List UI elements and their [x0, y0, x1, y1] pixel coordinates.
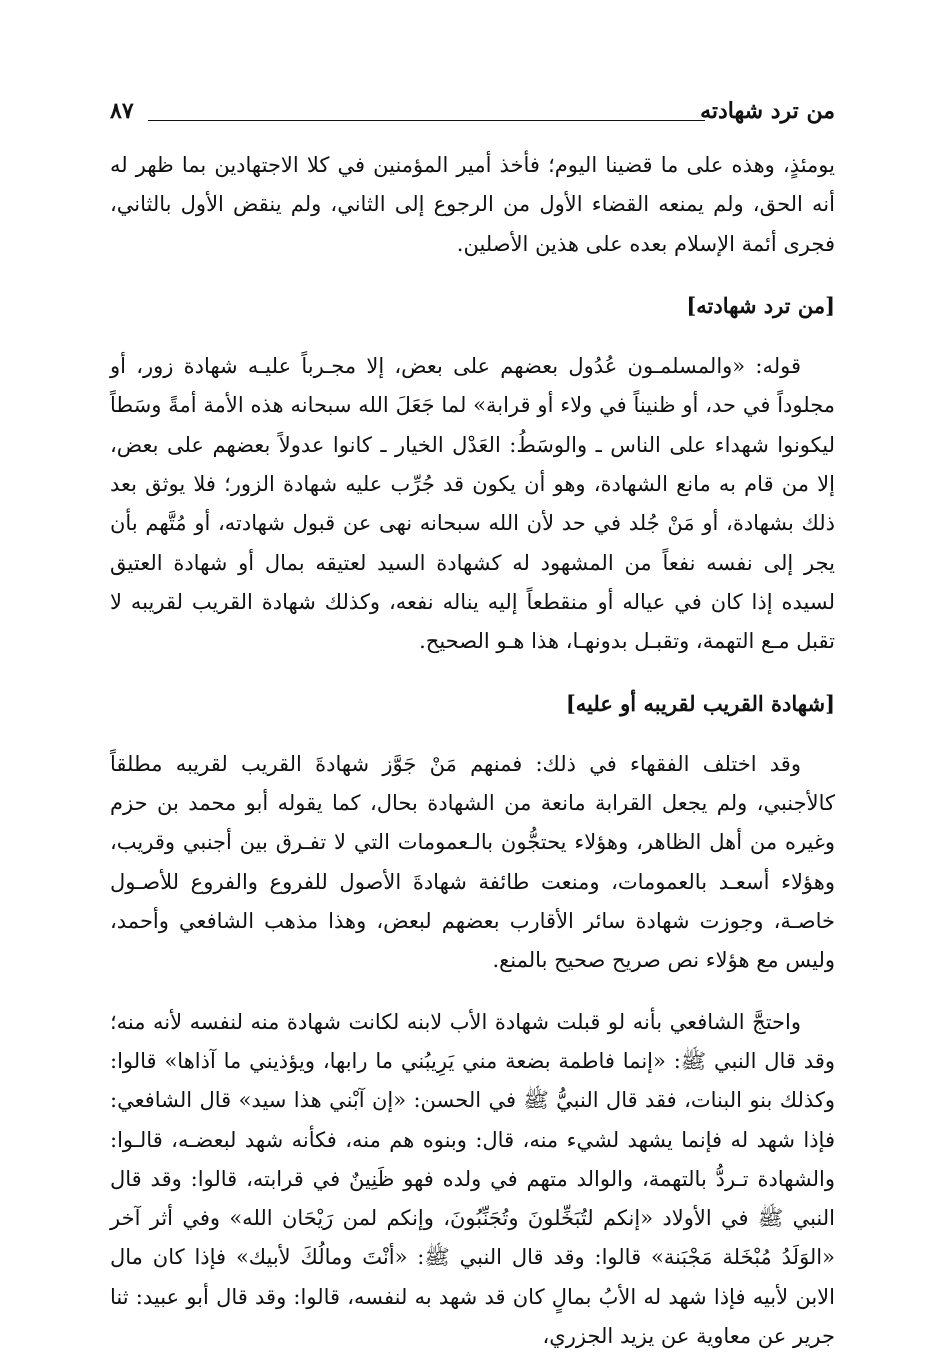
spacer [110, 662, 835, 684]
spacer [110, 264, 835, 286]
header-rule [148, 120, 705, 121]
section-heading-rejected-testimony: [من ترد شهادته] [686, 292, 835, 318]
section-heading-relative-testimony: [شهادة القريب لقريبه أو عليه] [565, 690, 835, 716]
spacer [110, 325, 835, 347]
page-number: ٨٧ [110, 98, 134, 124]
paragraph-jurists-disagreement: وقد اختلف الفقهاء في ذلك: فمنهم مَنْ جَوَّز شهادةَ القريب لقريبه مطلقاً كالأجنبي، ولم يجعل القرابة مانعة من الشهادة بحال، كما يقوله أبو محمد بن حزم وغيره من أهل الظاهر، وهؤلاء يحتجُّون بالـعمومات التي لا تفـرق بين أجنبي وقريب، وهؤلاء أسعـد بالعمومات، ومنعت طائفة شهادةَ الأصول للفروع والفروع للأصـول خاصـة، وجوزت شهادة سائر الأقارب بعضهم لبعض، وهذا مذهب الشافعي وأحمد، وليس مع هؤلاء نص صريح صحيح بالمنع. [110, 751, 835, 973]
spacer [110, 723, 835, 745]
paragraph-shafii-argument: واحتجَّ الشافعي بأنه لو قبلت شهادة الأب لابنه لكانت شهادة منه لنفسه لأنه منه؛ وقد قال النبي ﷺ: «إنما فاطمة بضعة مني يَرِيبُني ما رابها، ويؤذيني ما آذاها» قالوا: وكذلك بنو البنات، فقد قال النبيُّ ﷺ في الحسن: «إن آبْني هذا سيد» قال الشافعي: فإذا شهد له فإنما يشهد لشيء منه، قال: وبنوه هم منه، فكأنه شهد لبعضـه، قالـوا: والشهادة تـردُّ بالتهمة، والوالد متهم في ولده فهو ظَنِينٌ في قرابته، قالوا: وقد قال النبي ﷺ في الأولاد «إنكم لتُبَخِّلونَ وتُجَنِّبُونَ، وإنكم لمن رَيْحَان الله» وفي أثر آخر «الوَلَدُ مُبْخَلة مَجْبَنة» قالوا: وقد قال النبي ﷺ: «أنْتَ ومالُكَ لأبيك» فإذا كان مال الابن لأبيه فإذا شهد له الأبُ بمالٍ كان قد شهد به لنفسه، قالوا: وقد قال أبو عبيد: ثنا جرير عن معاوية عن يزيد الجزري، [110, 1009, 835, 1349]
running-title: من ترد شهادته [700, 98, 835, 124]
page-body [110, 146, 835, 1356]
paragraph-continued: يومئذٍ، وهذه على ما قضينا اليوم؛ فأخذ أمير المؤمنين في كلا الاجتهادين بما ظهر له أنه الحق، ولم يمنعه القضاء الأول من الرجوع إلى الثاني، ولم ينقض الأول بالثاني، فجرى أئمة الإسلام بعده على هذين الأصلين. [110, 153, 835, 256]
page-header [110, 98, 835, 132]
paragraph-upright-muslims: قوله: «والمسلمـون عُدُول بعضهم على بعض، إلا مجـرباً عليـه شهادة زور، أو مجلوداً في حد، أو ظنيناً في ولاء أو قرابة» لما جَعَلَ الله سبحانه هذه الأمة أمةً وسَطاً ليكونوا شهداء على الناس ـ والوسَطُ: العَدْل الخيار ـ كانوا عدولاً بعضهم على بعض، إلا من قام به مانع الشهادة، وهو أن يكون قد جُرِّب عليه شهادة الزور؛ فلا يوثق بعد ذلك بشهادة، أو مَنْ جُلد في حد لأن الله سبحانه نهى عن قبول شهادته، أو مُتَّهم بأن يجر إلى نفسه نفعاً من المشهود له كشهادة السيد لعتيقه بمال أو شهادة العتيق لسيده إذا كان في عياله أو منقطعاً إليه يناله نفعه، وكذلك شهادة القريب لقريبه لا تقبل مـع التهمة، وتقبـل بدونهـا، هذا هـو الصحيح. [110, 354, 835, 654]
spacer [110, 981, 835, 1003]
